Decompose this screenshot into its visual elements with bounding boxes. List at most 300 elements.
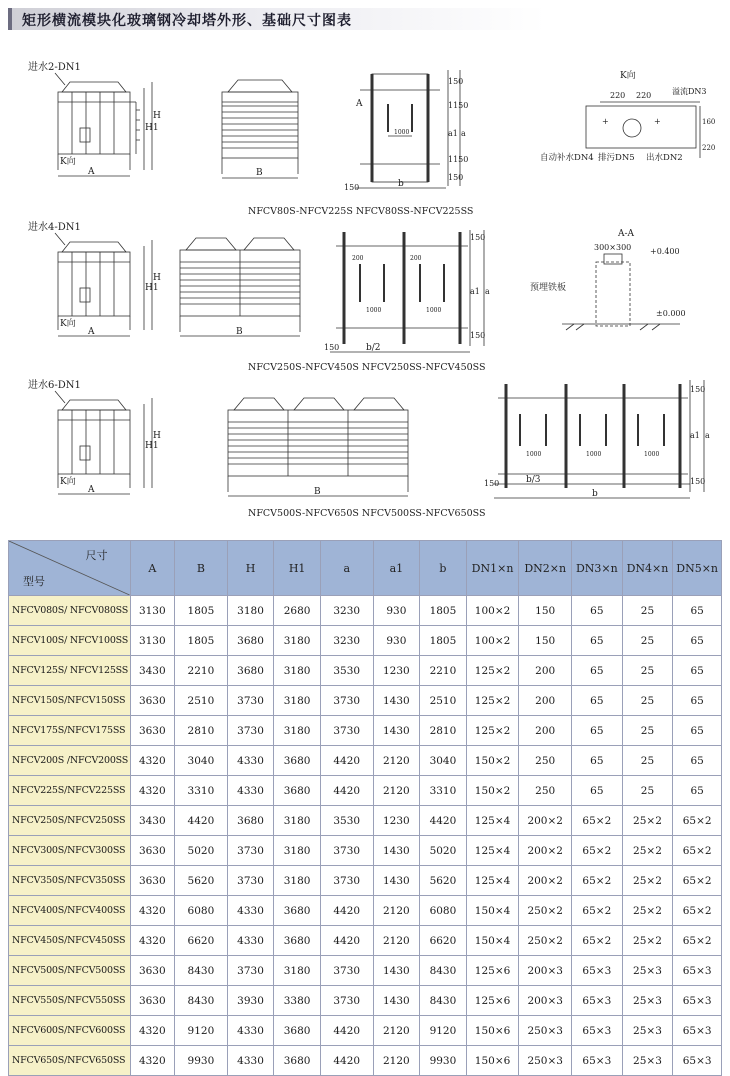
table-cell: 65 [572, 716, 623, 746]
header-corner-model: 型号 [23, 575, 45, 588]
row3-plan-1000a: 1000 [526, 451, 542, 458]
table-cell: 3730 [227, 956, 274, 986]
table-cell: 3180 [274, 956, 321, 986]
table-cell: 3680 [227, 806, 274, 836]
row1-plan [344, 70, 468, 192]
table-cell: 100×2 [466, 596, 519, 626]
row2-dim-h1: H1 [145, 283, 159, 293]
row1-dim-a: A [88, 167, 95, 177]
model-cell: NFCV125S/ NFCV125SS [9, 656, 131, 686]
table-cell: 200×3 [519, 956, 572, 986]
row2-plan-200b: 200 [410, 255, 422, 262]
table-cell: 8430 [420, 986, 467, 1016]
table-cell: 4420 [320, 776, 373, 806]
row1-k-220b: 220 [636, 91, 652, 100]
table-row [9, 626, 722, 656]
table-cell: 4320 [130, 776, 175, 806]
row1-plan-1150b: 1150 [448, 155, 469, 164]
table-cell: 65×3 [572, 1016, 623, 1046]
table-cell: 3680 [274, 926, 321, 956]
row1-plan-1000: 1000 [394, 129, 410, 136]
table-cell: 3730 [320, 986, 373, 1016]
table-cell: 3530 [320, 806, 373, 836]
table-cell: 2120 [373, 896, 420, 926]
table-cell: 25×2 [622, 896, 673, 926]
table-cell: 150×6 [466, 1046, 519, 1076]
table-cell: 3310 [420, 776, 467, 806]
header-cell: b [420, 541, 467, 596]
header-cell: DN2×n [519, 541, 572, 596]
page-title: 矩形横流模块化玻璃钢冷却塔外形、基础尺寸图表 [22, 13, 352, 29]
table-cell: 2810 [420, 716, 467, 746]
row1-caption: NFCV80S-NFCV225S NFCV80SS-NFCV225SS [248, 206, 474, 217]
model-cell: NFCV175S/NFCV175SS [9, 716, 131, 746]
header-cell: DN3×n [572, 541, 623, 596]
table-cell: 3310 [175, 776, 228, 806]
table-cell: 3930 [227, 986, 274, 1016]
table-cell: 125×4 [466, 866, 519, 896]
table-cell: 3680 [274, 1016, 321, 1046]
table-cell: 25×3 [622, 956, 673, 986]
table-cell: 4320 [130, 896, 175, 926]
table-cell: 250×2 [519, 896, 572, 926]
table-cell: 4330 [227, 896, 274, 926]
table-cell: 3130 [130, 626, 175, 656]
table-cell: 65 [673, 746, 722, 776]
table-cell: 3380 [274, 986, 321, 1016]
row1-plan-b: b [398, 179, 404, 189]
table-cell: 65×3 [572, 956, 623, 986]
row2-plan-side-150a: 150 [470, 233, 486, 242]
table-cell: 2210 [175, 656, 228, 686]
table-cell: 3730 [227, 716, 274, 746]
svg-text:+: + [654, 117, 661, 126]
header-cell: DN5×n [673, 541, 722, 596]
table-cell: 3630 [130, 716, 175, 746]
table-cell: 125×6 [466, 956, 519, 986]
row3-dim-a: A [88, 485, 95, 495]
row2-aa-title: A-A [618, 229, 635, 239]
header-cell: DN1×n [466, 541, 519, 596]
table-cell: 65 [673, 626, 722, 656]
row2-caption: NFCV250S-NFCV450S NFCV250SS-NFCV450SS [248, 362, 486, 373]
row1-k-view: K向 [60, 157, 76, 167]
table-cell: 2510 [420, 686, 467, 716]
table-cell: 1430 [373, 986, 420, 1016]
table-cell: 5020 [175, 836, 228, 866]
table-cell: 4420 [175, 806, 228, 836]
table-cell: 4420 [320, 1016, 373, 1046]
table-cell: 3180 [227, 596, 274, 626]
header-cell: DN4×n [622, 541, 673, 596]
table-cell: 2120 [373, 776, 420, 806]
row1-plan-150a: 150 [448, 77, 464, 86]
table-cell: 65 [572, 626, 623, 656]
table-cell: 9120 [175, 1016, 228, 1046]
table-cell: 3040 [175, 746, 228, 776]
row2-plan-1000a: 1000 [366, 307, 382, 314]
model-cell: NFCV225S/NFCV225SS [9, 776, 131, 806]
row1-dim-b: B [256, 168, 263, 178]
header-corner [9, 541, 131, 596]
table-cell: 200×2 [519, 866, 572, 896]
table-row [9, 776, 722, 806]
row3-plan-side-150b: 150 [690, 477, 706, 486]
table-cell: 3630 [130, 866, 175, 896]
table-cell: 150 [519, 626, 572, 656]
table-cell: 65 [572, 656, 623, 686]
table-cell: 150×2 [466, 776, 519, 806]
table-cell: 6080 [420, 896, 467, 926]
table-row [9, 836, 722, 866]
row2-plan-side-150b: 150 [470, 331, 486, 340]
table-cell: 250 [519, 746, 572, 776]
row1-plan-a1: a1 [448, 129, 458, 138]
row2-plan-1000b: 1000 [426, 307, 442, 314]
table-cell: 3180 [274, 806, 321, 836]
table-cell: 3680 [227, 656, 274, 686]
table-row [9, 806, 722, 836]
drawings-area [0, 40, 730, 530]
row3-plan-side-a1: a1 [690, 431, 700, 440]
table-header-row [9, 541, 722, 596]
table-cell: 3180 [274, 626, 321, 656]
table-cell: 4420 [420, 806, 467, 836]
table-row [9, 746, 722, 776]
row3-inlet-label: 进水6-DN1 [28, 380, 81, 391]
row1-dim-h1: H1 [145, 123, 159, 133]
table-cell: 4320 [130, 1046, 175, 1076]
table-cell: 3680 [274, 1046, 321, 1076]
header-cell: H [227, 541, 274, 596]
row1-k-title: K向 [620, 71, 636, 81]
table-cell: 25 [622, 626, 673, 656]
table-row [9, 866, 722, 896]
header-cell: B [175, 541, 228, 596]
spec-table [8, 540, 722, 1076]
table-cell: 200 [519, 656, 572, 686]
table-cell: 65×2 [673, 896, 722, 926]
table-cell: 9930 [175, 1046, 228, 1076]
row2-dim-h: H [153, 273, 161, 283]
model-cell: NFCV300S/NFCV300SS [9, 836, 131, 866]
table-cell: 125×2 [466, 686, 519, 716]
row1-inlet-label: 进水2-DN1 [28, 62, 81, 73]
table-cell: 25×2 [622, 836, 673, 866]
table-cell: 65×3 [673, 1016, 722, 1046]
row3-caption: NFCV500S-NFCV650S NFCV500SS-NFCV650SS [248, 508, 486, 519]
table-cell: 150 [519, 596, 572, 626]
table-cell: 4330 [227, 1046, 274, 1076]
table-cell: 4420 [320, 896, 373, 926]
table-cell: 65×2 [572, 836, 623, 866]
table-cell: 1430 [373, 956, 420, 986]
row1-dim-h: H [153, 111, 161, 121]
table-row [9, 686, 722, 716]
table-row [9, 656, 722, 686]
table-cell: 3680 [274, 746, 321, 776]
table-cell: 25×2 [622, 866, 673, 896]
table-row [9, 596, 722, 626]
table-cell: 65×2 [572, 806, 623, 836]
table-cell: 3530 [320, 656, 373, 686]
row1-plan-a: a [461, 129, 466, 138]
table-cell: 65 [673, 686, 722, 716]
table-cell: 5620 [420, 866, 467, 896]
title-bar [8, 8, 724, 30]
table-cell: 65 [673, 776, 722, 806]
row2-dim-b: B [236, 327, 243, 337]
row3-plan-b: b [592, 489, 598, 499]
row1-k-overflow: 溢流DN3 [672, 87, 707, 96]
table-cell: 65×3 [673, 1046, 722, 1076]
table-cell: 150×6 [466, 1016, 519, 1046]
table-cell: 200×2 [519, 836, 572, 866]
row1-k-out: 出水DN2 [646, 153, 683, 163]
table-cell: 9120 [420, 1016, 467, 1046]
table-cell: 65 [673, 596, 722, 626]
table-cell: 250×3 [519, 1016, 572, 1046]
row2-plan-150: 150 [324, 343, 340, 352]
table-cell: 1230 [373, 656, 420, 686]
table-cell: 25 [622, 776, 673, 806]
table-cell: 1805 [420, 626, 467, 656]
table-cell: 930 [373, 626, 420, 656]
table-cell: 9930 [420, 1046, 467, 1076]
table-cell: 2120 [373, 1016, 420, 1046]
row1-k-view-detail [540, 69, 715, 163]
row3-plan-side-a: a [705, 431, 710, 440]
table-cell: 5020 [420, 836, 467, 866]
header-cell: a [320, 541, 373, 596]
table-cell: 8430 [420, 956, 467, 986]
table-cell: 25 [622, 746, 673, 776]
table-cell: 2210 [420, 656, 467, 686]
table-cell: 250 [519, 776, 572, 806]
table-cell: 65 [572, 596, 623, 626]
spec-table-container [8, 540, 722, 1067]
table-cell: 65 [572, 746, 623, 776]
table-body [9, 596, 722, 1076]
model-cell: NFCV400S/NFCV400SS [9, 896, 131, 926]
table-cell: 250×2 [519, 926, 572, 956]
table-cell: 3130 [130, 596, 175, 626]
table-cell: 2120 [373, 926, 420, 956]
table-cell: 4320 [130, 1016, 175, 1046]
row1-plan-150b: 150 [448, 173, 464, 182]
table-cell: 65×3 [673, 986, 722, 1016]
table-cell: 65×2 [673, 866, 722, 896]
header-cell: A [130, 541, 175, 596]
table-cell: 3730 [227, 836, 274, 866]
table-cell: 250×3 [519, 1046, 572, 1076]
table-cell: 3730 [320, 716, 373, 746]
row2-plan-side-a: a [485, 287, 490, 296]
table-cell: 3180 [274, 656, 321, 686]
model-cell: NFCV600S/NFCV600SS [9, 1016, 131, 1046]
row2-inlet-label: 进水4-DN1 [28, 222, 81, 233]
row1-k-drain: 排污DN5 [598, 153, 635, 163]
table-cell: 65×2 [572, 896, 623, 926]
table-row [9, 956, 722, 986]
row2-front-elevation [180, 238, 300, 337]
table-cell: 65 [572, 776, 623, 806]
row2-plan-side-a1: a1 [470, 287, 480, 296]
table-cell: 1230 [373, 806, 420, 836]
row2-plan-b2: b/2 [366, 343, 381, 353]
table-cell: 3730 [227, 686, 274, 716]
table-cell: 150×2 [466, 746, 519, 776]
table-cell: 3730 [227, 866, 274, 896]
table-row [9, 1046, 722, 1076]
table-cell: 1805 [175, 596, 228, 626]
model-cell: NFCV550S/NFCV550SS [9, 986, 131, 1016]
table-cell: 200 [519, 716, 572, 746]
table-cell: 25×3 [622, 986, 673, 1016]
table-cell: 25 [622, 656, 673, 686]
row3-dim-h: H [153, 431, 161, 441]
table-cell: 3630 [130, 686, 175, 716]
row3-plan-1000b: 1000 [586, 451, 602, 458]
table-cell: 3180 [274, 836, 321, 866]
table-cell: 25 [622, 596, 673, 626]
table-cell: 65×2 [572, 866, 623, 896]
table-cell: 2510 [175, 686, 228, 716]
table-cell: 125×4 [466, 836, 519, 866]
table-cell: 3180 [274, 866, 321, 896]
table-cell: 25×3 [622, 1046, 673, 1076]
row3-plan [484, 380, 710, 499]
technical-drawings [0, 40, 730, 530]
row2-side-elevation [28, 220, 161, 337]
table-cell: 3730 [320, 866, 373, 896]
row2-aa-zero: ±0.000 [656, 309, 686, 318]
model-cell: NFCV100S/ NFCV100SS [9, 626, 131, 656]
table-cell: 65 [673, 656, 722, 686]
table-cell: 65×2 [673, 806, 722, 836]
table-cell: 4330 [227, 1016, 274, 1046]
model-cell: NFCV500S/NFCV500SS [9, 956, 131, 986]
row2-dim-a: A [88, 327, 95, 337]
table-cell: 200×3 [519, 986, 572, 1016]
table-cell: 3230 [320, 626, 373, 656]
table-cell: 125×6 [466, 986, 519, 1016]
table-cell: 65×3 [572, 1046, 623, 1076]
model-cell: NFCV650S/NFCV650SS [9, 1046, 131, 1076]
table-cell: 3730 [320, 956, 373, 986]
table-cell: 2680 [274, 596, 321, 626]
table-cell: 125×4 [466, 806, 519, 836]
row1-k-220a: 220 [610, 91, 626, 100]
table-cell: 25 [622, 716, 673, 746]
table-cell: 100×2 [466, 626, 519, 656]
table-cell: 1805 [420, 596, 467, 626]
row3-dim-h1: H1 [145, 441, 159, 451]
table-cell: 65×3 [673, 956, 722, 986]
table-cell: 1805 [175, 626, 228, 656]
table-cell: 3430 [130, 656, 175, 686]
table-cell: 125×2 [466, 656, 519, 686]
table-cell: 4320 [130, 746, 175, 776]
row1-plan-150: 150 [344, 183, 360, 192]
model-cell: NFCV150S/NFCV150SS [9, 686, 131, 716]
table-cell: 4330 [227, 776, 274, 806]
row2-k-view: K向 [60, 319, 76, 329]
table-cell: 3680 [274, 776, 321, 806]
table-cell: 65 [572, 686, 623, 716]
table-row [9, 896, 722, 926]
table-row [9, 986, 722, 1016]
row2-plan-200a: 200 [352, 255, 364, 262]
row1-side-elevation [28, 60, 161, 177]
model-cell: NFCV250S/NFCV250SS [9, 806, 131, 836]
row3-plan-150: 150 [484, 479, 500, 488]
row2-section-aa [530, 229, 686, 330]
table-cell: 2120 [373, 1046, 420, 1076]
table-cell: 4420 [320, 926, 373, 956]
row2-aa-plus: +0.400 [650, 247, 680, 256]
table-cell: 2810 [175, 716, 228, 746]
model-cell: NFCV350S/NFCV350SS [9, 866, 131, 896]
row3-plan-side-150a: 150 [690, 385, 706, 394]
table-cell: 1430 [373, 866, 420, 896]
table-cell: 6620 [420, 926, 467, 956]
table-cell: 5620 [175, 866, 228, 896]
table-row [9, 716, 722, 746]
row3-dim-b: B [314, 487, 321, 497]
header-cell: H1 [274, 541, 321, 596]
table-cell: 4320 [130, 926, 175, 956]
model-cell: NFCV200S /NFCV200SS [9, 746, 131, 776]
table-cell: 150×4 [466, 926, 519, 956]
row1-plan-a-mark: A [356, 99, 363, 109]
svg-text:+: + [602, 117, 609, 126]
model-cell: NFCV450S/NFCV450SS [9, 926, 131, 956]
row1-k-160: 160 [702, 118, 716, 126]
table-cell: 65×2 [673, 926, 722, 956]
table-cell: 125×2 [466, 716, 519, 746]
table-cell: 200×2 [519, 806, 572, 836]
table-cell: 65×2 [572, 926, 623, 956]
row1-front-elevation [222, 80, 298, 178]
table-cell: 65 [673, 716, 722, 746]
table-cell: 4420 [320, 1046, 373, 1076]
table-cell: 1430 [373, 686, 420, 716]
row3-k-view: K向 [60, 477, 76, 487]
table-cell: 3430 [130, 806, 175, 836]
table-cell: 4420 [320, 746, 373, 776]
row3-plan-1000c: 1000 [644, 451, 660, 458]
row3-plan-b3: b/3 [526, 475, 541, 485]
table-cell: 3730 [320, 686, 373, 716]
row2-plan [324, 230, 490, 353]
table-cell: 930 [373, 596, 420, 626]
table-cell: 25×2 [622, 926, 673, 956]
table-cell: 4330 [227, 746, 274, 776]
table-cell: 3040 [420, 746, 467, 776]
table-cell: 3680 [274, 896, 321, 926]
model-cell: NFCV080S/ NFCV080SS [9, 596, 131, 626]
table-cell: 3230 [320, 596, 373, 626]
table-cell: 3180 [274, 716, 321, 746]
table-cell: 25×2 [622, 806, 673, 836]
table-cell: 3630 [130, 956, 175, 986]
row1-k-220c: 220 [702, 144, 716, 152]
table-cell: 3180 [274, 686, 321, 716]
table-cell: 25 [622, 686, 673, 716]
table-row [9, 1016, 722, 1046]
table-row [9, 926, 722, 956]
